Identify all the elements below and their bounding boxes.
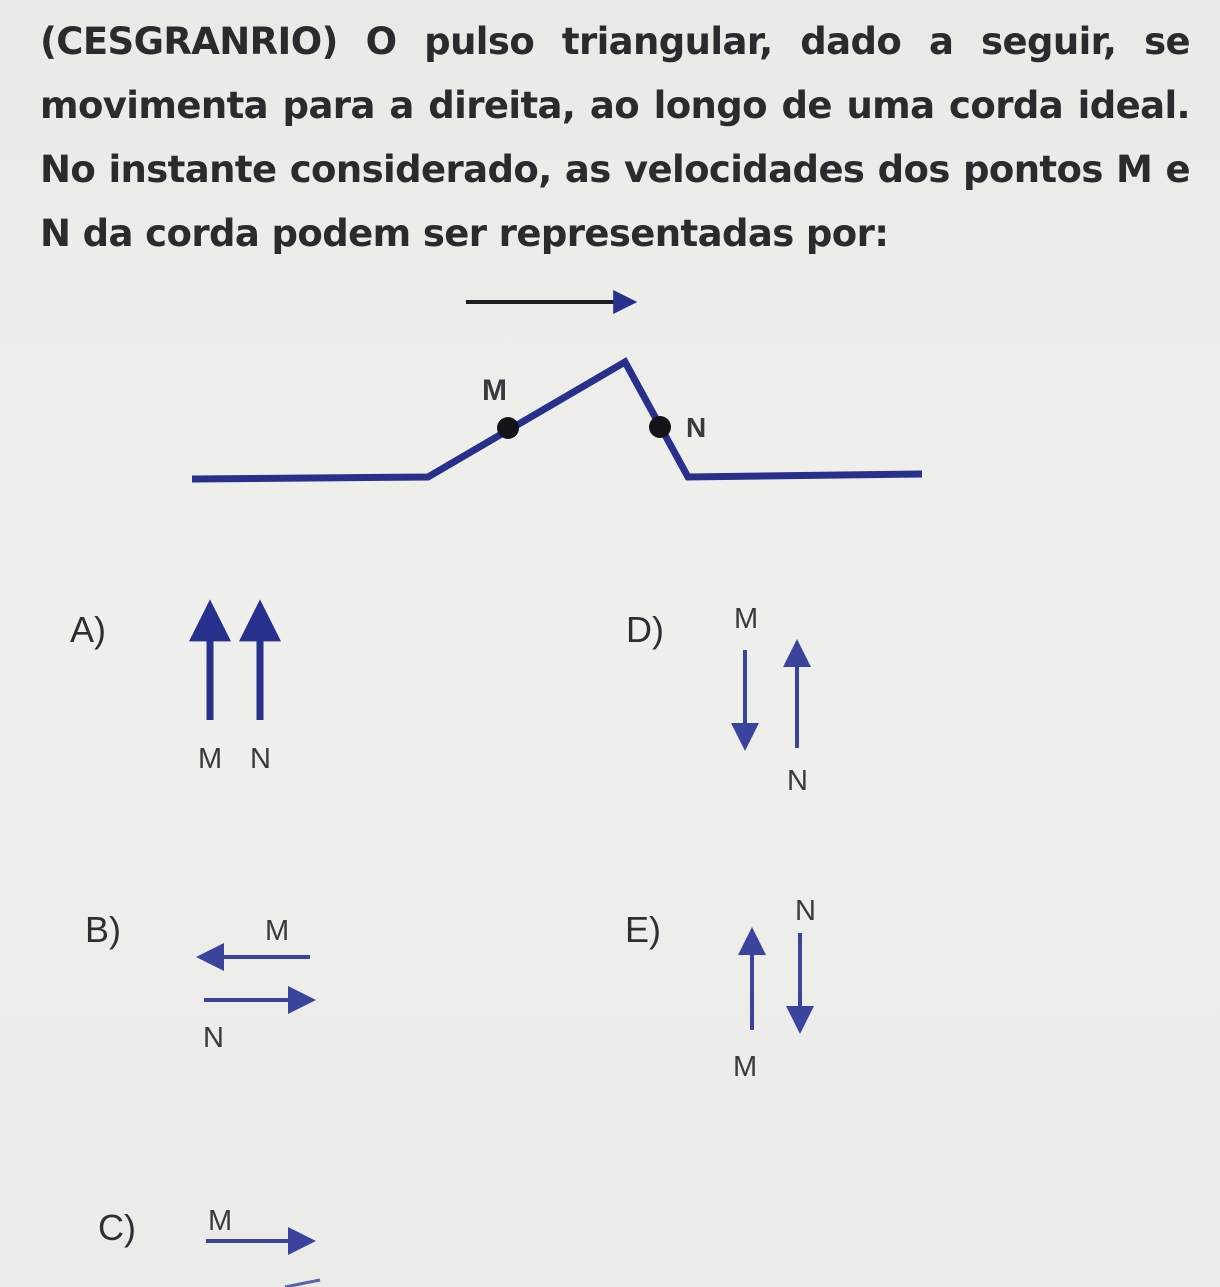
point-n-dot — [649, 416, 671, 438]
option-c[interactable] — [98, 1205, 298, 1248]
cut-off-line — [285, 1280, 320, 1287]
option-e-letter: E) — [625, 909, 661, 950]
option-d-label-m: M — [734, 603, 759, 635]
point-m-label: M — [482, 374, 507, 407]
option-e-label-n: N — [795, 895, 816, 927]
option-a-label-m: M — [198, 743, 223, 775]
option-b-label-n: N — [203, 1022, 224, 1054]
point-m-dot — [497, 417, 519, 439]
option-c-label-m: M — [208, 1205, 233, 1237]
option-a-label-n: N — [250, 743, 271, 775]
option-d-letter: D) — [626, 609, 664, 650]
option-d-label-n: N — [787, 765, 808, 797]
point-n-label: N — [686, 412, 707, 443]
option-c-letter: C) — [98, 1207, 136, 1248]
option-a[interactable] — [70, 609, 271, 775]
option-b[interactable] — [85, 909, 310, 1054]
option-b-letter: B) — [85, 909, 121, 950]
question-text: (CESGRANRIO) O pulso triangular, dado a seguir, se movimenta para a direita, ao longo de uma corda ideal. No instante considerado, as velocidades dos pontos M e N da corda podem ser representadas por: — [40, 20, 1190, 255]
option-a-letter: A) — [70, 609, 106, 650]
option-d[interactable] — [626, 603, 808, 797]
option-e-label-m: M — [733, 1051, 758, 1083]
rope-pulse — [192, 362, 922, 479]
option-b-label-m: M — [265, 915, 290, 947]
option-e[interactable] — [625, 895, 816, 1083]
